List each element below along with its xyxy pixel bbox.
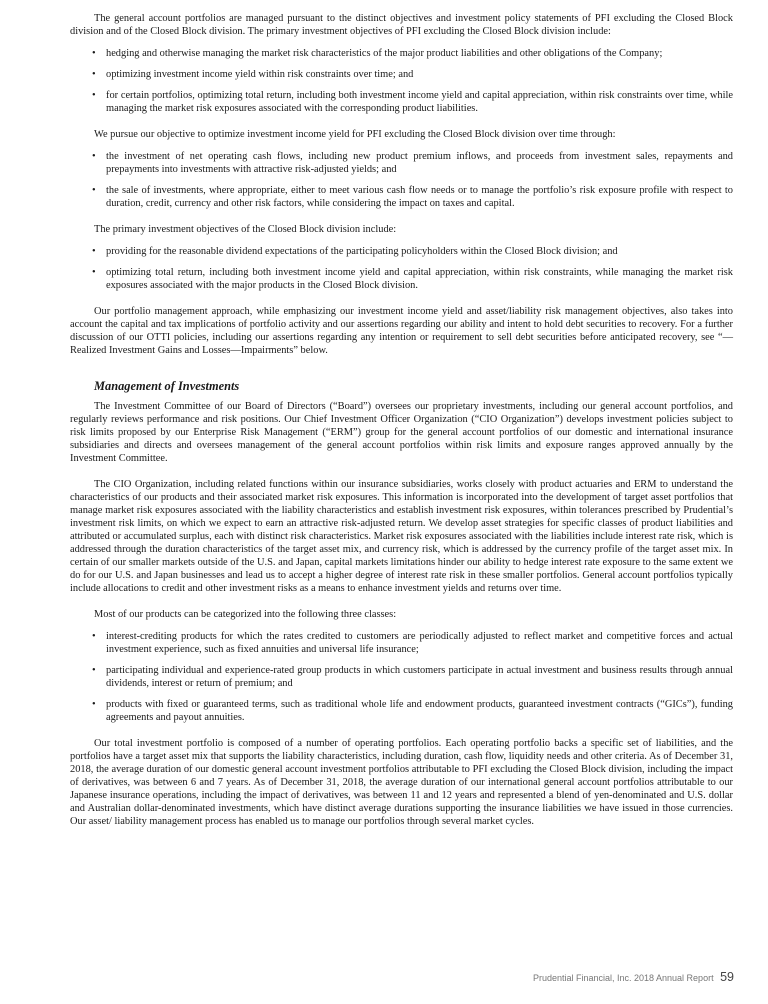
closed-block-list xyxy=(70,245,733,292)
report-label: Prudential Financial, Inc. 2018 Annual Report xyxy=(532,973,714,983)
list-item: • providing for the reasonable dividend expectations of the participating policyholders within the Closed Block division; and xyxy=(92,246,618,257)
bullet-icon: • xyxy=(92,665,96,676)
pursue-paragraph: We pursue our objective to optimize investment income yield for PFI excluding the Closed Block division over time through: xyxy=(94,129,616,140)
bullet-icon: • xyxy=(92,48,96,59)
list-item: • optimizing investment income yield within risk constraints over time; and xyxy=(92,69,414,80)
page-number: 59 xyxy=(720,970,734,984)
bullet-icon: • xyxy=(92,69,96,80)
bullet-icon: • xyxy=(92,246,96,257)
intro-paragraph: The general account portfolios are managed pursuant to the distinct objectives and investment policy statements of PFI excluding the Closed Block division and of the Closed Block division. The primary investment objectives of PFI excluding the Closed Block division include: xyxy=(70,13,733,37)
list-item: • products with fixed or guaranteed terms, such as traditional whole life and endowment products, guaranteed investment contracts (“GICs”), funding agreements and payout annuities. xyxy=(92,699,733,723)
closed-block-paragraph: The primary investment objectives of the Closed Block division include: xyxy=(94,224,397,235)
list-item: • hedging and otherwise managing the market risk characteristics of the major product liabilities and other obligations of the Company; xyxy=(92,48,663,59)
list-item: • the sale of investments, where appropriate, either to meet various cash flow needs or to manage the portfolio’s risk exposure profile with respect to duration, credit, currency and other risk factors, while considering the impact on taxes and capital. xyxy=(92,185,733,209)
bullet-icon: • xyxy=(92,267,96,278)
classes-list xyxy=(70,630,733,724)
list-item: • participating individual and experience-rated group products in which customers participate in actual investment and business results through annual dividends, interest or return of premium; and xyxy=(92,665,733,689)
bullet-icon: • xyxy=(92,631,96,642)
page-footer xyxy=(533,970,734,984)
approach-paragraph: Our portfolio management approach, while emphasizing our investment income yield and asset/liability risk management objectives, also takes into account the capital and tax implications of portfolio activity and our assertions regarding our ability and intent to hold debt securities to recovery. For a further discussion of our OTTI policies, including our assertions regarding any intention or requirement to sell debt securities before anticipated recovery, see “—Realized Investment Gains and Losses—Impairments” below. xyxy=(70,306,733,356)
list-item: • for certain portfolios, optimizing total return, including both investment income yield and capital appreciation, within risk constraints over time, while managing the market risk exposures associated with the corresponding product liabilities. xyxy=(92,90,733,114)
list-item: • interest-crediting products for which the rates credited to customers are periodically adjusted to reflect market and competitive forces and actual investment experience, such as fixed annuities and universal life insurance; xyxy=(92,631,733,655)
pfi-objectives-list xyxy=(70,47,733,115)
committee-paragraph: The Investment Committee of our Board of Directors (“Board”) oversees our proprietary investments, including our general account portfolios, and regularly reviews performance and risk positions. Our Chief Investment Officer Organization (“CIO Organization”) develops investment policies subject to risk limits proposed by our Enterprise Risk Management (“ERM”) group for the general account portfolios of our domestic and international insurance subsidiaries and directs and oversees management of the general account portfolios within risk limits and exposure ranges approved annually by the Investment Committee. xyxy=(70,401,733,464)
bullet-icon: • xyxy=(92,90,96,101)
section-heading: Management of Investments xyxy=(94,379,240,393)
document-page xyxy=(70,12,733,828)
total-portfolio-paragraph: Our total investment portfolio is composed of a number of operating portfolios. Each operating portfolio backs a specific set of liabilities, and the portfolios have a target asset mix that supports the liability characteristics, including duration, cash flow, liquidity needs and other criteria. As of December 31, 2018, the average duration of our domestic general account investment portfolios attributable to PFI excluding the Closed Block division, including the impact of derivatives, was between 6 and 7 years. As of December 31, 2018, the average duration of our international general account portfolios attributable to our Japanese insurance operations, including the impact of derivatives, was between 11 and 12 years and represented a blend of yen-denominated and U.S. dollar and Australian dollar-denominated investments, which have distinct average durations supporting the insurance liabilities we have issued in those currencies. Our asset/ liability management process has enabled us to manage our portfolios through several market cycles. xyxy=(70,738,733,827)
bullet-icon: • xyxy=(92,151,96,162)
pursue-list xyxy=(70,150,733,210)
list-item: • optimizing total return, including both investment income yield and capital appreciation, within risk constraints, while managing the market risk exposures associated with the major products in the Closed Block division. xyxy=(92,267,733,291)
bullet-icon: • xyxy=(92,699,96,710)
cio-paragraph: The CIO Organization, including related functions within our insurance subsidiaries, works closely with product actuaries and ERM to understand the characteristics of our products and their associated market risk exposures. This information is incorporated into the development of target asset portfolios that manage market risk exposures associated with the liability characteristics and establish investment risk exposures, within tolerances prescribed by Prudential’s investment risk limits, on which we expect to earn an attractive risk-adjusted return. We develop asset strategies for specific classes of product liabilities and attributed or accumulated surplus, each with distinct risk characteristics. Market risk exposures associated with the liabilities include interest rate risk, which is addressed through the duration characteristics of the target asset mix, and currency risk, which is addressed by the currency profile of the target asset mix. In certain of our smaller markets outside of the U.S. and Japan, capital markets limitations hinder our ability to hedge interest rate exposure to the same extent we do for our U.S. and Japan businesses and lead us to accept a higher degree of interest rate risk in these smaller portfolios. General account portfolios typically include allocations to credit and other investment risks as a means to enhance investment yields and returns over time. xyxy=(70,479,733,594)
bullet-icon: • xyxy=(92,185,96,196)
classes-paragraph: Most of our products can be categorized into the following three classes: xyxy=(94,609,397,620)
list-item: • the investment of net operating cash flows, including new product premium inflows, and proceeds from investment sales, repayments and prepayments into investments with attractive risk-adjusted yields; and xyxy=(92,151,733,175)
